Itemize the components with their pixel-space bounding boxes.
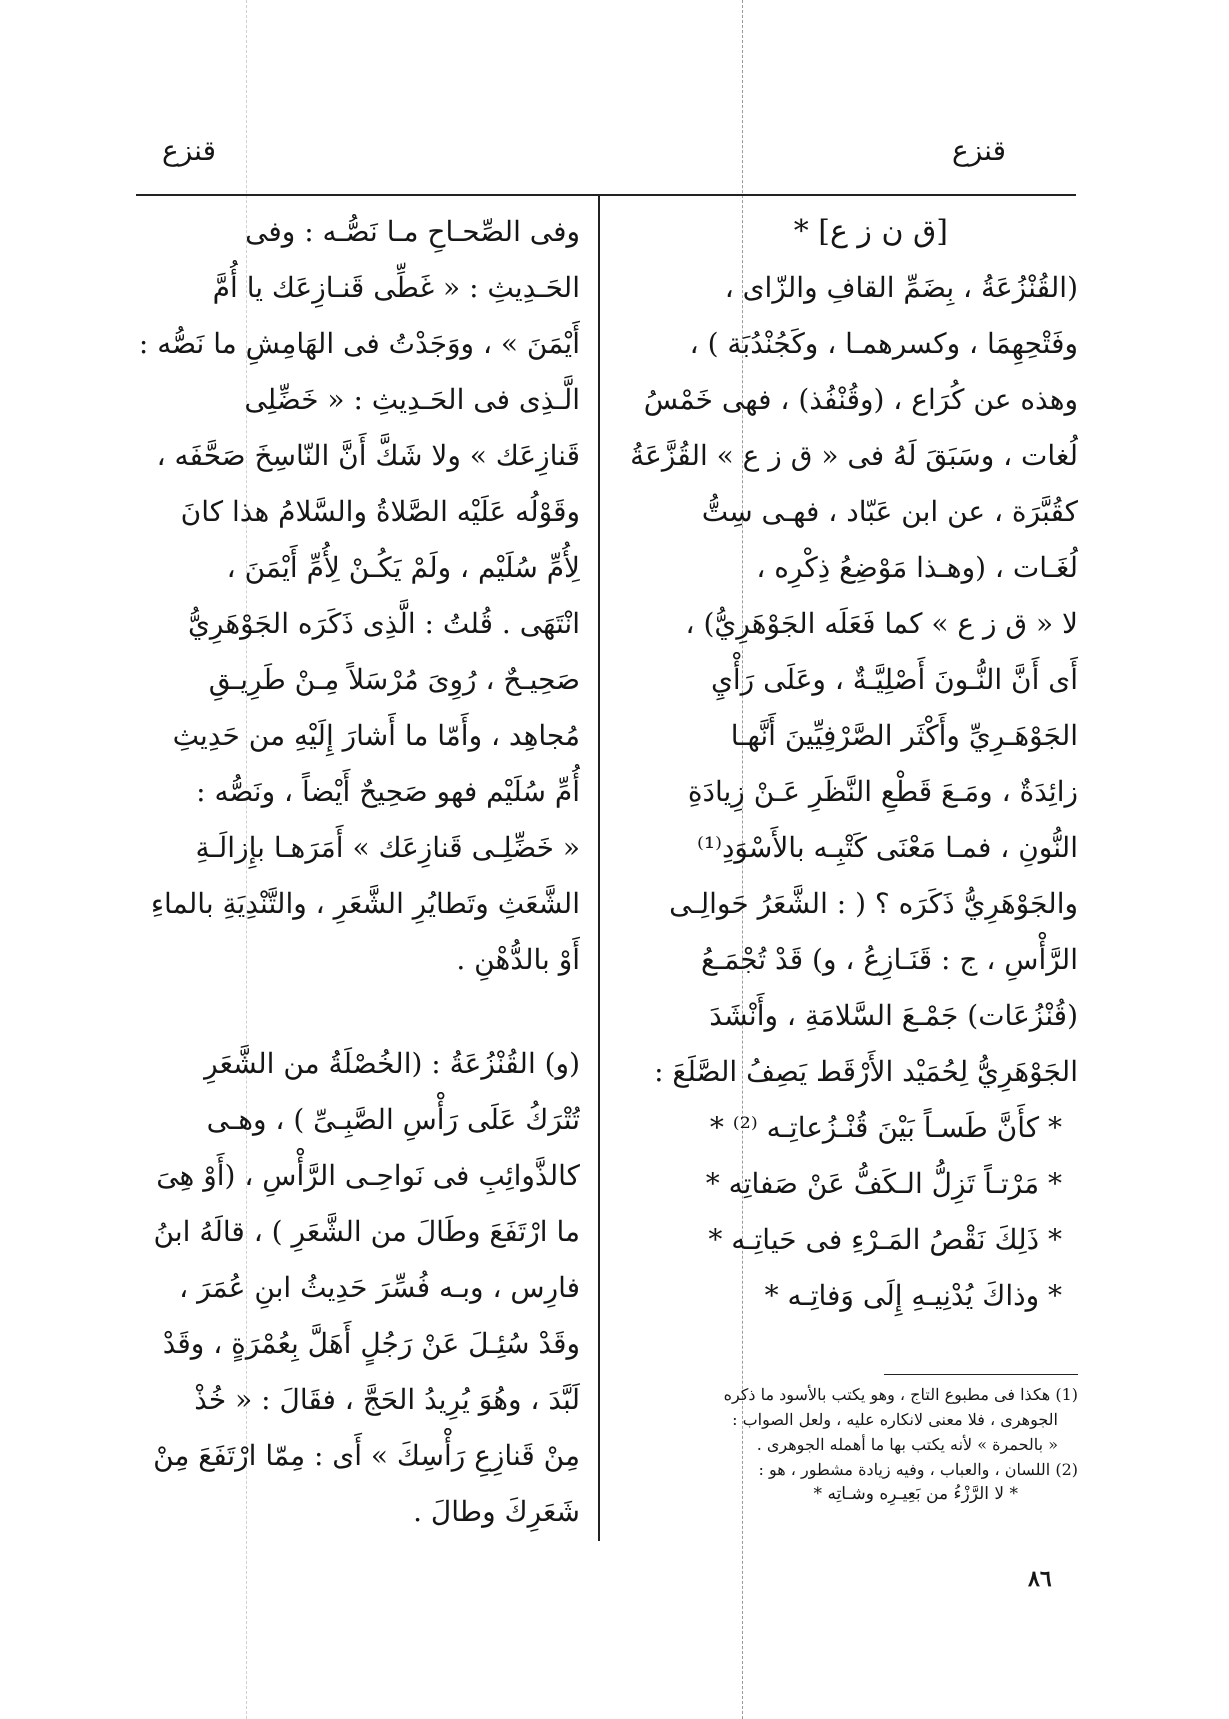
text-line: وفى الصِّحـاحِ مـا نَصُّـه : وفى (245, 215, 580, 248)
footnote-line: (1) هكذا فى مطبوع التاج ، وهو يكتب بالأسود ما ذكره (723, 1385, 1078, 1404)
text-line: زائِدَةٌ ، ومَـعَ قَطْعِ النَّظَرِ عَـنْ زِيادَةِ (687, 775, 1078, 808)
text-line: لُغَـات ، (وهـذا مَوْضِعُ ذِكْرِه ، (756, 551, 1078, 584)
text-line: الجَوْهَـرِيِّ وأَكْثَر الصَّرْفِيِّينَ أَنَّهـا (730, 719, 1078, 752)
left-column (136, 204, 580, 1540)
text-line: وفَتْحِهِمَا ، وكسرهمـا ، وكَجُنْدُبَة ) ، (689, 327, 1078, 360)
text-line: وقَدْ سُئِـلَ عَنْ رَجُلٍ أَهَلَّ بِعُمْرَةٍ ، وقَدْ (162, 1327, 580, 1360)
footnote-rule (884, 1374, 1078, 1375)
poem-verse: * وذاكَ يُدْنِيـهِ إِلَى وَفاتِـه * (764, 1279, 1062, 1312)
text-line: والجَوْهَرِيُّ ذَكَرَه ؟ ( : الشَّعَرُ حَوالِـى (669, 887, 1078, 920)
footnote-verse: * لا الرَّزْءُ من بَعِيـرِه وشـاتِه * (813, 1484, 1018, 1504)
text-line: لا « ق ز ع » كما فَعَلَه الجَوْهَرِيُّ) ، (685, 607, 1078, 640)
text-line: الجَوْهَرِيُّ لِحُمَيْد الأَرْقَط يَصِفُ الصَّلَعَ : (654, 1055, 1078, 1088)
column-divider (598, 196, 600, 1541)
text-line: فارِس ، وبـه فُسِّرَ حَدِيثُ ابنِ عُمَرَ ، (179, 1271, 580, 1304)
text-line: النُّونِ ، فمـا مَعْنَى كَتْبِـه بالأَسْوَدِ⁽¹⁾ (696, 831, 1078, 864)
text-line: الشَّعَثِ وتَطايُرِ الشَّعَرِ ، والتَّنْدِيَةِ بالماءِ (150, 887, 580, 920)
text-line: (قُنْزُعَات) جَمْـعَ السَّلامَةِ ، وأَنْشَدَ (709, 999, 1078, 1032)
right-column (630, 204, 1078, 1324)
poem-verse: * مَرْتـاً تَزِلُّ الـكَفُّ عَنْ صَفاتِه * (705, 1167, 1062, 1200)
text-line: أَوْ بالدُّهْنِ . (456, 943, 580, 976)
paragraph-gap (136, 988, 580, 1036)
text-line: ما ارْتَفَعَ وطَالَ من الشَّعَرِ ) ، قالَهُ ابنُ (153, 1215, 580, 1248)
text-line: أُمِّ سُلَيْم فهو صَحِيحٌ أَيْضاً ، ونَصُّه : (196, 775, 580, 808)
text-line: لَبَّدَ ، وهُوَ يُرِيدُ الحَجَّ ، فقَالَ : « خُذْ (194, 1383, 580, 1416)
text-line: وهذه عن كُرَاع ، (وقُنْفُذ) ، فهى خَمْسُ (643, 383, 1078, 416)
poem-verse: * ذَلِكَ نَقْصُ المَـرْءِ فى حَياتِـه * (708, 1223, 1062, 1256)
text-line: وقَوْلُه عَلَيْه الصَّلاةُ والسَّلامُ هذا كانَ (180, 495, 580, 528)
text-line: أَيْمَنَ » ، ووَجَدْتُ فى الهَامِشِ ما نَصُّه : (138, 327, 580, 360)
text-line: لُغات ، وسَبَقَ لَهُ فى « ق ز ع » القُزَّعَةُ (630, 439, 1078, 472)
header-rule (136, 194, 1076, 196)
text-line: انْتَهَى . قُلتُ : الَّذِى ذَكَرَه الجَوْهَرِيُّ (188, 607, 580, 640)
text-line: الحَـدِيثِ : « غَطِّى قَنـازِعَك يا أُمَّ (212, 271, 580, 304)
text-line: مِنْ قَنازِعِ رَأْسِكَ » أَى : مِمّا ارْتَفَعَ مِنْ (153, 1439, 580, 1472)
text-line: (و) القُنْزُعَةُ : (الخُصْلَةُ من الشَّعَرِ (204, 1047, 580, 1080)
footnote-line: الجوهرى ، فلا معنى لانكاره عليه ، ولعل الصواب : (732, 1410, 1058, 1429)
footnote-line: « بالحمرة » لأنه يكتب بها ما أهمله الجوهرى . (756, 1435, 1058, 1454)
text-line: الَّـذِى فى الحَـدِيثِ : « خَضِّلِى (244, 383, 580, 416)
text-line: لِأُمِّ سُلَيْم ، ولَمْ يَكُـنْ لِأُمِّ أَيْمَنَ ، (226, 551, 580, 584)
root-entry-title: [ق ن ز ع] * (793, 214, 948, 249)
page-number: ٨٦ (1028, 1566, 1052, 1592)
text-line: كقُبَّرَة ، عن ابن عَبّاد ، فهـى سِتُّ (701, 495, 1078, 528)
running-header-left: قنزع (162, 134, 216, 167)
text-line: الرَّأْسِ ، ج : قَنَـازِعُ ، و) قَدْ تُجْمَـعُ (701, 943, 1078, 976)
text-line: شَعَرِكَ وطالَ . (413, 1495, 580, 1528)
footnote-line: (2) اللسان ، والعباب ، وفيه زيادة مشطور ، هو : (758, 1460, 1078, 1479)
text-line: مُجاهِد ، وأَمّا ما أَشارَ إِلَيْهِ من حَدِيثِ (172, 719, 580, 752)
text-line: أَى أَنَّ النُّـونَ أَصْلِيَّـةٌ ، وعَلَى رَأْيِ (710, 663, 1078, 696)
running-header-right: قنزع (952, 134, 1006, 167)
text-line: « خَضِّلِـى قَنازِعَك » أَمَرَهـا بإِزالَـةِ (195, 831, 580, 864)
text-line: تُتْرَكُ عَلَى رَأْسِ الصَّبِـىِّ ) ، وهـى (206, 1103, 580, 1136)
text-line: (القُنْزُعَةُ ، بِضَمِّ القافِ والزّاى ، (724, 271, 1078, 304)
poem-verse: * كأَنَّ طَسـاً بَيْنَ قُنْـزُعاتِـه ⁽²⁾ * (709, 1111, 1062, 1144)
footnotes (630, 1382, 1078, 1507)
text-line: كالذَّوائِبِ فى نَواحِـى الرَّأْسِ ، (أَوْ هِىَ (156, 1159, 580, 1192)
text-line: قَنازِعَك » ولا شَكَّ أَنَّ النّاسِخَ صَحَّفَه ، (156, 439, 580, 472)
text-line: صَحِيـحٌ ، رُوِىَ مُرْسَلاً مِـنْ طَرِيـقِ (208, 663, 580, 696)
